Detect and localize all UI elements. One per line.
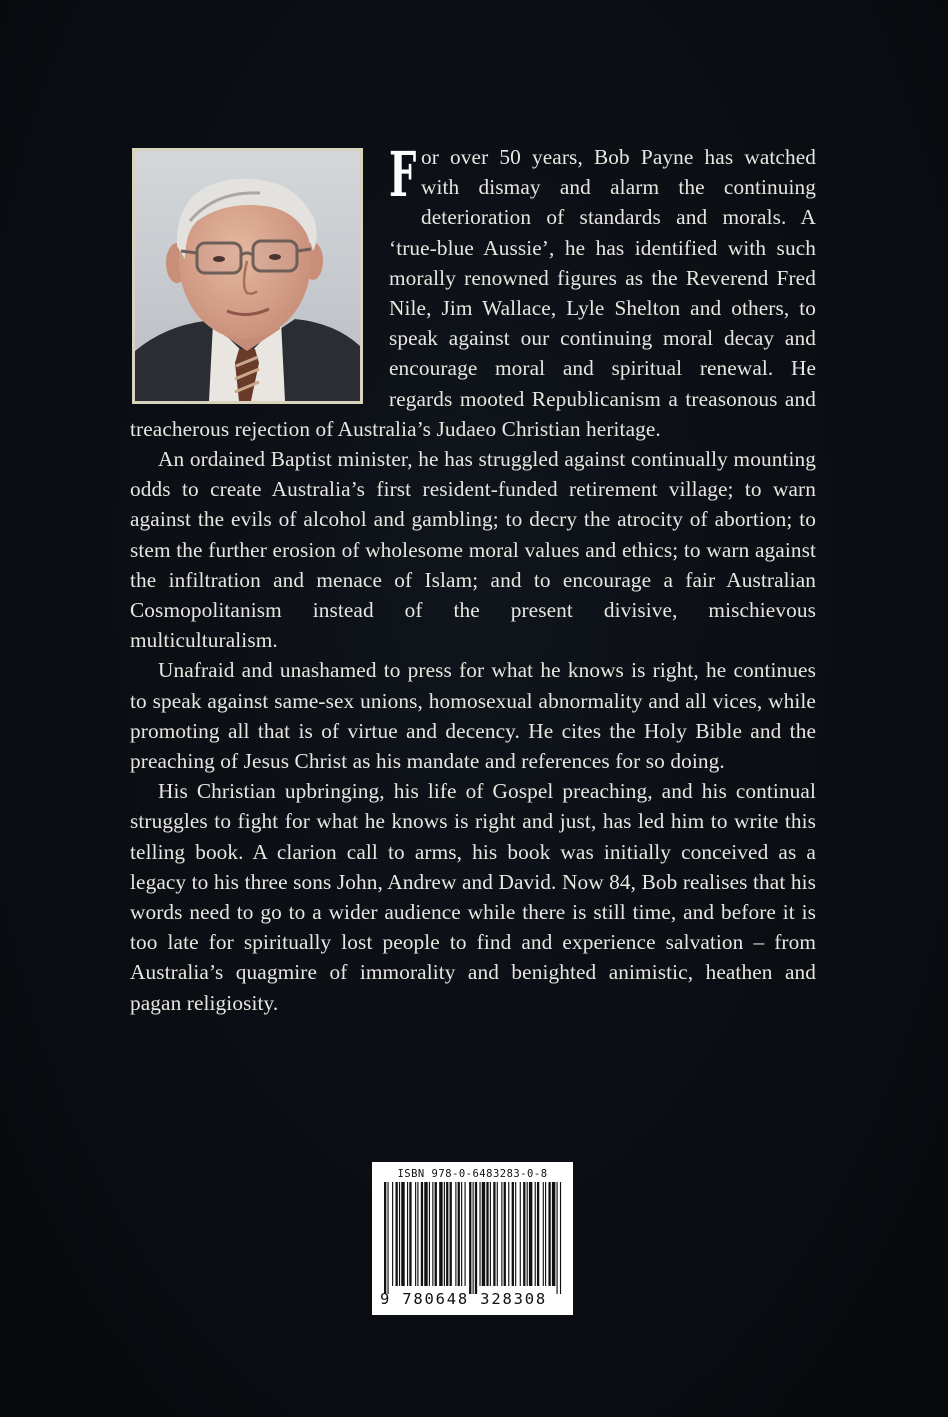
barcode-bar	[455, 1182, 456, 1286]
barcode-bar	[548, 1182, 550, 1286]
blurb-paragraph-4: His Christian upbringing, his life of Gospel preaching, and his continual struggles to fight for what he knows is right and just, has led him to write this telling book. A clarion call to arms, his book was initially conceived as a legacy to his three sons John, Andrew and David. Now 84, Bob realises that his words need to go to a wider audience while there is still time, and before it is too late for spiritually lost people to find and experience salvation – from Australia’s quagmire of immorality and benighted animistic, heathen and pagan religiosity.	[130, 779, 816, 1015]
barcode-bar	[527, 1182, 528, 1286]
isbn-barcode	[372, 1162, 573, 1315]
barcode-bar	[396, 1182, 398, 1286]
barcode-bar	[508, 1182, 509, 1286]
barcode-bar	[535, 1182, 536, 1286]
barcode-bar	[435, 1182, 437, 1286]
author-blurb	[130, 138, 816, 1018]
barcode-bar	[490, 1182, 491, 1286]
barcode-bar	[446, 1182, 448, 1286]
blurb-paragraph-2: An ordained Baptist minister, he has struggled against continually mounting odds to create Australia’s first resident-funded retirement village; to warn against the evils of alcohol and gambling; to decry the atrocity of abortion; to stem the further erosion of wholesome moral values and ethics; to warn against the infiltration and menace of Islam; and to encourage a fair Australian Cosmopolitanism instead of the present divisive, mischievous multiculturalism.	[130, 447, 816, 653]
barcode-bar	[392, 1182, 393, 1286]
barcode-bar	[523, 1182, 525, 1286]
barcode-bar	[482, 1182, 485, 1286]
barcode-bar	[545, 1182, 546, 1286]
barcode-bar	[399, 1182, 400, 1286]
barcode-bar	[504, 1182, 506, 1286]
barcode-bar	[387, 1182, 388, 1294]
barcode-bar	[493, 1182, 495, 1286]
barcode-bar	[409, 1182, 411, 1286]
barcode-bar	[384, 1182, 386, 1294]
blurb-paragraph-3: Unafraid and unashamed to press for what he knows is right, he continues to speak against same-sex unions, homosexual abnormality and all vices, while promoting all that is of virtue and decency. He cites the Holy Bible and the preaching of Jesus Christ as his mandate and references for so doing.	[130, 658, 816, 774]
barcode-bar	[458, 1182, 460, 1286]
ean-digits: 9 780648 328308	[380, 1290, 547, 1308]
barcode-bar	[512, 1182, 514, 1286]
barcode-bar	[429, 1182, 430, 1286]
barcode-bar	[497, 1182, 498, 1286]
barcode-bar	[444, 1182, 445, 1286]
barcode-bar	[501, 1182, 502, 1286]
barcode-bar	[515, 1182, 516, 1286]
barcode-bar	[417, 1182, 418, 1286]
barcode-bar	[407, 1182, 408, 1286]
barcode-bar	[560, 1182, 561, 1294]
barcode-bar	[469, 1182, 471, 1294]
isbn-label: ISBN 978-0-6483283-0-8	[397, 1168, 548, 1180]
barcode-bar	[557, 1182, 558, 1294]
barcode-bar	[461, 1182, 462, 1286]
barcode-bar	[552, 1182, 555, 1286]
author-photo-illustration	[135, 151, 360, 401]
barcode-bar	[415, 1182, 416, 1286]
barcode-bars	[380, 1182, 565, 1294]
author-portrait	[132, 148, 363, 404]
barcode-bar	[529, 1182, 532, 1286]
barcode-bar	[450, 1182, 452, 1286]
barcode-bar	[486, 1182, 488, 1286]
barcode-bar	[432, 1182, 433, 1286]
barcode-bar	[537, 1182, 539, 1286]
barcode-bar	[401, 1182, 404, 1286]
barcode-bar	[479, 1182, 480, 1286]
barcode-bar	[543, 1182, 544, 1286]
barcode-bar	[421, 1182, 423, 1286]
drop-cap-letter: F	[389, 138, 417, 211]
barcode-bar	[475, 1182, 477, 1294]
barcode-bar	[473, 1182, 474, 1294]
barcode-bar	[439, 1182, 442, 1286]
barcode-bar	[424, 1182, 427, 1286]
blurb-paragraph-1: or over 50 years, Bob Payne has watched with dismay and alarm the continuing deterioration of standards and morals. A ‘true-blue Aussie’, he has identified with such morally renowned figures as the Reverend Fred Nile, Jim Wallace, Lyle Shelton and others, to speak against our continuing moral decay and encourage moral and spiritual renewal. He regards mooted Republicanism a treasonous and treacherous rejection of Australia’s Judaeo Christian heritage.	[130, 145, 816, 441]
barcode-bar	[465, 1182, 466, 1286]
barcode-bar	[520, 1182, 521, 1286]
